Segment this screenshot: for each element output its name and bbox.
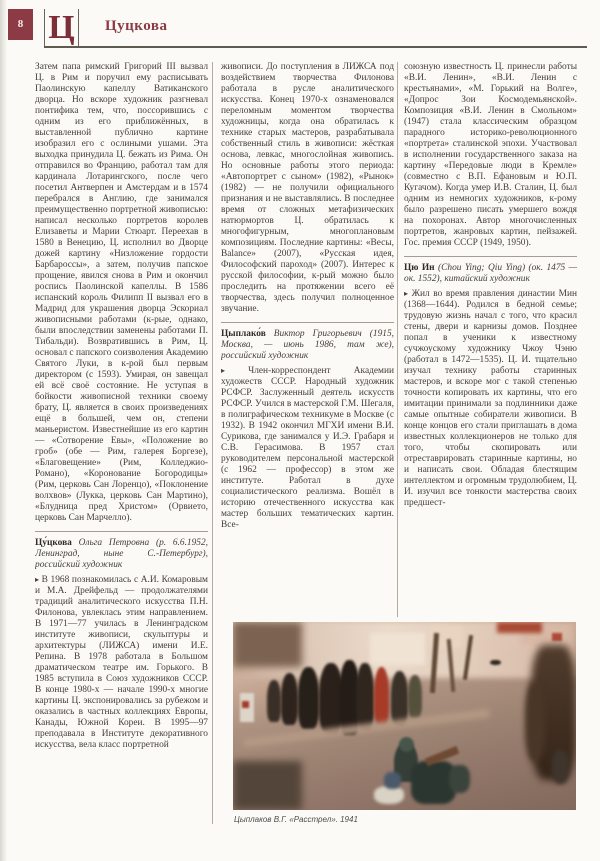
text-column-3 (404, 62, 577, 613)
paragraph-continuation: Затем папа римский Григорий III вызвал Ц. в Рим и поручил ему расписывать Паолинскую капеллу Ватиканского дворца. Но вскоре художник разгневал понтифика тем, что, поссорившись с одним из его приближённых, в выставленной публично картине изобразил его с ослиными ушами. Эта выходка принудила Ц. бежать из Рима. Он отправился во Францию, работал там для кардинала Лотарингского, после чего посетил Антверпен и Амстердам и в 1574 перебрался в Англию, где занимался преимущественно портретной живописью: написал несколько портретов королев Елизаветы и Марии Стюарт. Переехав в 1580 в Венецию, Ц. исполнил во Дворце дожей картину «Низложение гордости Барбароссы», а затем, получив папское прощение, явился снова в Рим и окончил роспись Паолинской капеллы. В 1586 испанский король Филипп II вызвал его в Мадрид для украшения дворца Эскориал живописными работами (к-рые, однако, были впоследствии заменены работами П. Тибальди). Возвратившись в Рим, Ц. основал с папского соизволения Академию Святого Луки, в к-рой был первым директором (с 1593). Умирая, он завещал ей всё своё состояние. Не уступая в бойкости живописной техники своему брату, Ц. является в своих произведениях ещё в большей, чем он, степени маньеристом. Известнейшие из его картин — «Сотворение Евы», «Положение во гроб» (обе — Рим, галерея Боргезе), «Благовещение» (Рим, Колледжио-Романо), «Коронование Богородицы» (Рим, церковь Сан Лоренцо), «Поклонение волхвов» (Лукка, церковь Сан Мартино), «Блудница пред Христом» (Орвието, церковь Сан Марчелло). (35, 62, 208, 523)
page-number: 8 (17, 18, 24, 30)
painting-crowd-figure (267, 680, 281, 721)
paragraph-continuation: живописи. До поступления в ЛИЖСА под воздействием творчества Филонова работала в русле аналитического искусства. Конец 1970-х ознаменовался переломным моментом творчества художницы, когда она обратилась к технике старых мастеров, разрабатывала собственный стиль в живописи: жёсткая основа, левкас, многослойная живопись. Но основные работы этого периода: «Автопортрет с сыном» (1982), «Рынок» (1982) — не получили официального признания и не выставлялись. В последнее время от сложных метафизических натюрмортов Ц. обратилась к многофигурным, многоплановым композициям. Последние картины: «Весы, Balance» (2007), «Русская идея, Философский пароход» (2007). Интерес к русской философии, к-рый можно было проследить на протяжении всего её творчества, здесь получил полноценное звучание. (221, 62, 394, 314)
header-rule (44, 46, 587, 48)
painting-dark-right-mass (525, 682, 546, 761)
entry-header-tsyplakov (221, 329, 394, 362)
section-letter-box (44, 9, 79, 46)
entry-body (404, 288, 577, 509)
entry-headword: Цю Ин (404, 263, 435, 273)
painting-crowd-figure (356, 663, 373, 729)
entry-body-text: В 1968 познакомилась с А.И. Комаровым и М.А. Дрейфельд — продолжателями традиций аналитического искусства П.Н. Филонова, увлеклась этим направлением. В 1971—77 училась в Ленинградском институте живописи, скульптуры и архитектуры (ЛИЖСА) имени И.Е. Репина. В 1978 работала в Большом драматическом театре им. Горького. В 1985 вступила в Союз художников СССР. В конце 1980-х — начале 1990-х многие картины Ц. экспонировались за рубежом и оказались в частных коллекциях Европы, Канады, Южной Кореи. В 1995—97 преподавала в Институте декоративного искусства, вела класс портретной (35, 575, 208, 750)
section-letter: Ц (48, 9, 75, 46)
painting-blue-figure (384, 772, 401, 789)
figure-caption: Цыплаков В.Г. «Расстрел». 1941 (234, 815, 358, 824)
painting-soldier (449, 765, 470, 793)
painting-crowd-figure (408, 675, 422, 718)
page-number-badge (8, 9, 33, 40)
entry-bullet-icon: ▸ (221, 366, 226, 375)
painting-figure-right (552, 750, 569, 784)
painting-red-roof (497, 622, 542, 633)
painting-speck (490, 660, 500, 666)
entry-title: (Chou Ying; Qiu Ying) (ок. 1475 — ок. 1552), китайский художник (404, 263, 577, 284)
entry-body-text: Жил во время правления династии Мин (1368—1644). Родился в бедной семье; трудовую жизнь начал с того, что красил стены, двери и карнизы домов. Позднее попал в ученики к известному сучжоускому художнику Чжоу Чэню (работал в 1472—1535). Ц. И. тщательно изучал технику работы старинных мастеров, и вскоре мог с такой степенью точности копировать их картины, что его имитации принимали за подлинники даже самые опытные собиратели живописи. В конце концов его стали приглашать в дома известных коллекционеров не только для того, чтобы скопировать или отреставрировать старинные картины, но и написать свои. Обладая блестящим интеллектом и огромным трудолюбием, Ц. И. изучил все тонкости мастерства своих предшест- (404, 289, 577, 508)
painting-building (370, 633, 425, 665)
entry-divider (221, 322, 394, 323)
painting-woman-in-red (374, 667, 390, 725)
entry-divider (404, 256, 577, 257)
entry-body (221, 365, 394, 531)
entry-bullet-icon: ▸ (404, 289, 409, 298)
entry-body (35, 574, 208, 751)
painting-crowd-figure (281, 673, 298, 726)
entry-headword: Цыплако́в (221, 329, 266, 339)
painting-red-accent (552, 633, 562, 641)
entry-title: Виктор Григорьевич (1915, Москва, — июнь 1986, там же), российский художник (221, 329, 394, 361)
painting-rasstrel-image (233, 622, 576, 810)
running-title: Цуцкова (105, 18, 168, 34)
entry-bullet-icon: ▸ (35, 575, 40, 584)
entry-header-qiu-ying (404, 263, 577, 285)
text-column-2 (221, 62, 394, 619)
entry-title: Ольга Петровна (р. 6.6.1952, Ленинград, ныне С.-Петербург), российский художник (35, 538, 208, 570)
column-divider (212, 62, 213, 824)
painting-flag-red (242, 701, 249, 709)
entry-headword: Цу́цкова (35, 538, 72, 548)
painting-dark-bottomleft (233, 761, 302, 810)
entry-header-tsutskova (35, 538, 208, 571)
page-scan-edge (0, 0, 7, 861)
text-column-1 (35, 62, 208, 826)
painting-crowd-figure (391, 671, 408, 726)
painting-crowd-figure (298, 667, 319, 729)
painting-soldier-helmet (399, 737, 414, 752)
column-divider (397, 62, 398, 617)
entry-divider (35, 531, 208, 532)
entry-body-text: Член-корреспондент Академии художеств СССР. Народный художник РСФСР. Заслуженный деятель искусств РСФСР. Учился в мастерской Г.М. Шегаля, в полиграфическом техникуме в Москве (с 1932). В 1942 окончил МГХИ имени В.И. Сурикова, где занимался у И.Э. Грабаря и С.В. Герасимова. В 1957 стал руководителем персональной мастерской (с 1962 — профессор) в этом же институте. Работал в духе социалистического реализма. Вошёл в историю отечественного искусства как мастер больших тематических картин. Все- (221, 366, 394, 530)
painting-dark-topleft (233, 622, 302, 667)
paragraph-continuation: союзную известность Ц. принесли работы «В.И. Ленин», «В.И. Ленин с крестьянами», «М. Горький на Волге», «Допрос Зои Космодемьянской». Композиция «В.И. Ленин в Смольном» (1947) стала классическим образцом парадного историко-революционного «портрета» сталинской эпохи. Участвовал в исполнении государственного заказа на картину «Передовые люди в Кремле» (совместно с В.П. Ефановым и Ю.П. Кугачом). Когда умер И.В. Сталин, Ц. был одним из немногих художников, к-рому было разрешено писать умершего вождя на похоронах. Автор многочисленных портретов, жанровых картин, пейзажей. Гос. премия СССР (1949, 1950). (404, 62, 577, 248)
